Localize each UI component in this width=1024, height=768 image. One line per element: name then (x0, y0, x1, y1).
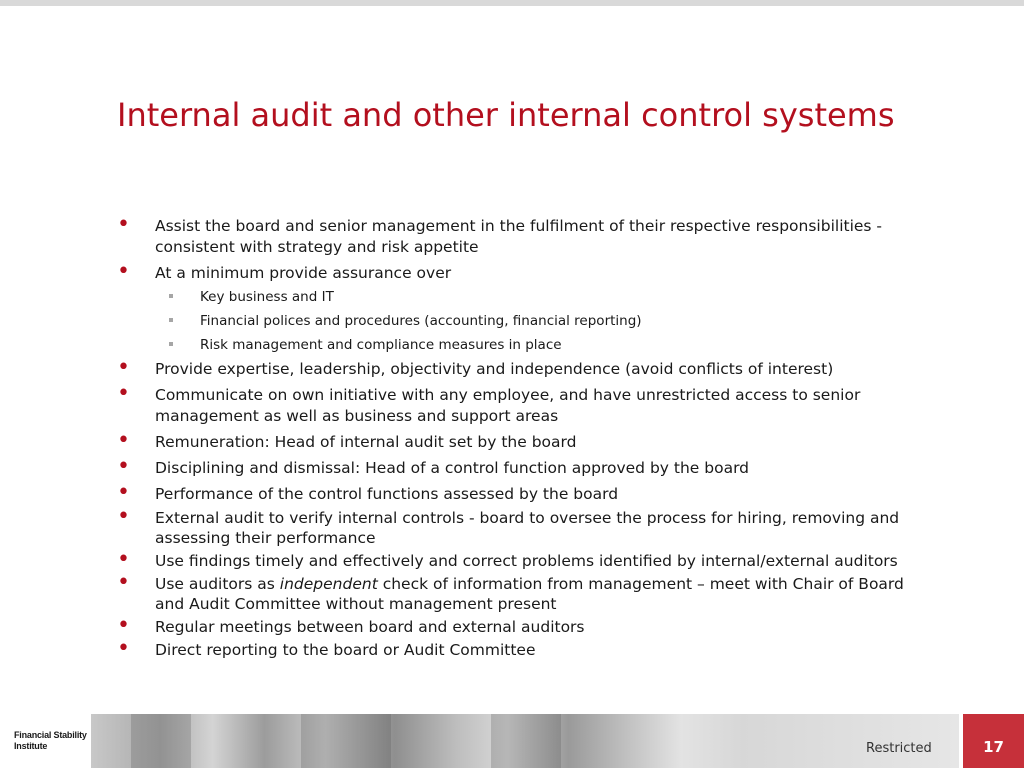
list-item (117, 259, 937, 284)
bullet-dot-icon: • (117, 570, 130, 595)
list-item (117, 613, 937, 638)
square-bullet-icon (169, 294, 173, 298)
list-item (117, 504, 937, 548)
list-item (117, 355, 937, 380)
square-bullet-icon (169, 318, 173, 322)
bullet-dot-icon: • (117, 381, 130, 406)
photo-shade (301, 714, 391, 768)
bullet-text-after: check of information from management – meet with Chair of Board and Audit Committee without management present (155, 575, 904, 613)
list-item (117, 636, 937, 661)
bullet-text: Remuneration: Head of internal audit set by the board (155, 433, 577, 451)
bullet-text: At a minimum provide assurance over (155, 264, 452, 282)
bullet-dot-icon: • (117, 636, 130, 661)
sub-bullet-text: Risk management and compliance measures in place (200, 337, 562, 353)
bullet-text-before: Use auditors as (155, 575, 280, 593)
bullet-text: Direct reporting to the board or Audit Committee (155, 641, 536, 659)
sub-list-item (117, 311, 937, 331)
sub-bullet-text: Key business and IT (200, 289, 334, 305)
logo-line: Institute (14, 741, 48, 751)
bullet-dot-icon: • (117, 480, 130, 505)
bullet-text: Regular meetings between board and external auditors (155, 618, 585, 636)
bullet-text: External audit to verify internal controls - board to oversee the process for hiring, removing and assessing their performance (155, 509, 900, 547)
slide-title: Internal audit and other internal control systems (117, 96, 895, 134)
list-item (117, 212, 937, 258)
fsi-logo (14, 730, 87, 752)
bullet-text: Use findings timely and effectively and correct problems identified by internal/external auditors (155, 552, 898, 570)
photo-shade (491, 714, 561, 768)
bullet-dot-icon: • (117, 454, 130, 479)
top-border (0, 0, 1024, 6)
bullet-dot-icon: • (117, 547, 130, 572)
bullet-text: Communicate on own initiative with any employee, and have unrestricted access to senior management as well as business and support areas (155, 386, 861, 425)
classification-label: Restricted (866, 741, 932, 756)
bullet-dot-icon: • (117, 212, 130, 237)
page-number: 17 (983, 738, 1004, 756)
bullet-dot-icon: • (117, 504, 130, 529)
list-item (117, 547, 937, 572)
bullet-dot-icon: • (117, 259, 130, 284)
bullet-text: Disciplining and dismissal: Head of a control function approved by the board (155, 459, 750, 477)
bullet-dot-icon: • (117, 613, 130, 638)
list-item (117, 381, 937, 427)
sub-list-item (117, 335, 937, 355)
photo-shade (131, 714, 191, 768)
bullet-dot-icon: • (117, 355, 130, 380)
logo-line: Financial Stability (14, 730, 87, 740)
bullet-dot-icon: • (117, 428, 130, 453)
bullet-list (117, 212, 937, 661)
list-item (117, 428, 937, 453)
list-item (117, 570, 937, 614)
bullet-text: Assist the board and senior management in the fulfilment of their respective responsibilities - consistent with strategy and risk appetite (155, 217, 883, 256)
bullet-text: Provide expertise, leadership, objectivity and independence (avoid conflicts of interest) (155, 360, 834, 378)
bullet-text-italic: independent (279, 575, 378, 593)
footer-photo-strip (91, 714, 959, 768)
list-item (117, 454, 937, 479)
sub-bullet-text: Financial polices and procedures (accounting, financial reporting) (200, 313, 642, 329)
square-bullet-icon (169, 342, 173, 346)
sub-list-item (117, 287, 937, 307)
bullet-text: Performance of the control functions assessed by the board (155, 485, 619, 503)
list-item (117, 480, 937, 505)
